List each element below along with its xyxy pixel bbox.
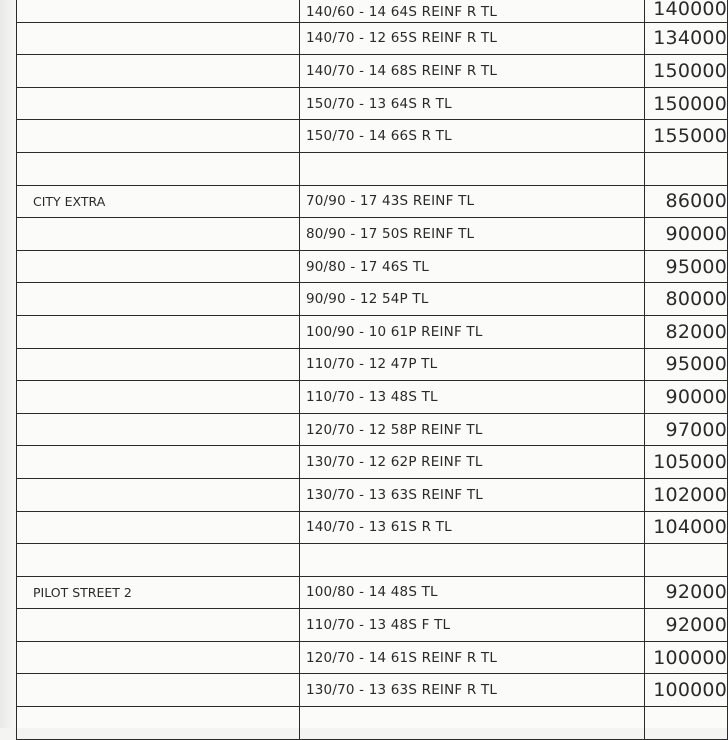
- tire-size-cell: 100/80 - 14 48S TL: [299, 576, 644, 609]
- tire-size-cell: 70/90 - 17 43S REINF TL: [299, 185, 644, 218]
- price-cell: [645, 152, 728, 185]
- table-row: [17, 446, 728, 479]
- tire-size-cell: 100/90 - 10 61P REINF TL: [299, 315, 644, 348]
- tire-size-cell: 90/90 - 12 54P TL: [299, 283, 644, 316]
- model-name-cell: [17, 641, 300, 674]
- price-cell: 104000: [645, 511, 728, 544]
- table-row: [17, 250, 728, 283]
- tire-size-cell: 130/70 - 13 63S REINF R TL: [299, 674, 644, 707]
- price-cell: 90000: [645, 381, 728, 414]
- table-row: [17, 478, 728, 511]
- model-name-cell: [17, 218, 300, 251]
- price-cell: 140000: [645, 0, 728, 22]
- price-cell: 86000: [645, 185, 728, 218]
- tire-size-cell: 110/70 - 13 48S F TL: [299, 609, 644, 642]
- model-name-cell: [17, 0, 300, 22]
- price-cell: 102000: [645, 478, 728, 511]
- price-cell: [645, 707, 728, 740]
- model-name-cell: [17, 250, 300, 283]
- model-name-cell: [17, 348, 300, 381]
- table-row: [17, 0, 728, 22]
- tire-size-cell: 140/70 - 12 65S REINF R TL: [299, 22, 644, 55]
- table-row: [17, 152, 728, 185]
- price-cell: 100000: [645, 674, 728, 707]
- price-cell: 90000: [645, 218, 728, 251]
- tire-size-cell: [299, 152, 644, 185]
- table-row: [17, 674, 728, 707]
- tire-size-cell: 140/60 - 14 64S REINF R TL: [299, 0, 644, 22]
- table-row: [17, 609, 728, 642]
- table-row: [17, 544, 728, 577]
- price-cell: 80000: [645, 283, 728, 316]
- model-name-cell: [17, 478, 300, 511]
- price-cell: 150000: [645, 55, 728, 88]
- model-name-cell: [17, 413, 300, 446]
- price-cell: 134000: [645, 22, 728, 55]
- model-name-cell: [17, 511, 300, 544]
- tire-size-cell: 130/70 - 12 62P REINF TL: [299, 446, 644, 479]
- tire-size-cell: 80/90 - 17 50S REINF TL: [299, 218, 644, 251]
- tire-size-cell: [299, 707, 644, 740]
- price-cell: 82000: [645, 315, 728, 348]
- page-edge: [0, 0, 17, 728]
- tire-price-table: [16, 0, 728, 740]
- tire-size-cell: 150/70 - 14 66S R TL: [299, 120, 644, 153]
- tire-size-cell: 120/70 - 12 58P REINF TL: [299, 413, 644, 446]
- model-name-cell: [17, 283, 300, 316]
- table-row: [17, 707, 728, 740]
- table-row: [17, 22, 728, 55]
- price-cell: 97000: [645, 413, 728, 446]
- model-name-cell: [17, 674, 300, 707]
- price-cell: [645, 544, 728, 577]
- tire-size-cell: 120/70 - 14 61S REINF R TL: [299, 641, 644, 674]
- table-row: [17, 348, 728, 381]
- price-cell: 95000: [645, 250, 728, 283]
- table-row: [17, 120, 728, 153]
- table-row: [17, 576, 728, 609]
- table-row: [17, 381, 728, 414]
- table-row: [17, 413, 728, 446]
- table-row: [17, 87, 728, 120]
- model-name-cell: [17, 609, 300, 642]
- model-name-cell: [17, 55, 300, 88]
- model-name-cell: [17, 544, 300, 577]
- tire-size-cell: 90/80 - 17 46S TL: [299, 250, 644, 283]
- model-name-cell: [17, 87, 300, 120]
- price-cell: 155000: [645, 120, 728, 153]
- table-row: [17, 55, 728, 88]
- model-name-cell: PILOT STREET 2: [17, 576, 300, 609]
- model-name-cell: [17, 152, 300, 185]
- tire-size-cell: 110/70 - 13 48S TL: [299, 381, 644, 414]
- table-row: [17, 218, 728, 251]
- model-name-cell: [17, 707, 300, 740]
- table-row: [17, 641, 728, 674]
- table-row: [17, 315, 728, 348]
- model-name-cell: [17, 120, 300, 153]
- tire-size-cell: [299, 544, 644, 577]
- table-row: [17, 511, 728, 544]
- model-name-cell: [17, 22, 300, 55]
- price-cell: 95000: [645, 348, 728, 381]
- tire-size-cell: 110/70 - 12 47P TL: [299, 348, 644, 381]
- price-cell: 92000: [645, 576, 728, 609]
- model-name-cell: [17, 446, 300, 479]
- price-cell: 92000: [645, 609, 728, 642]
- model-name-cell: [17, 381, 300, 414]
- tire-size-cell: 140/70 - 13 61S R TL: [299, 511, 644, 544]
- tire-size-cell: 150/70 - 13 64S R TL: [299, 87, 644, 120]
- price-cell: 105000: [645, 446, 728, 479]
- model-name-cell: CITY EXTRA: [17, 185, 300, 218]
- table-row: [17, 283, 728, 316]
- price-cell: 100000: [645, 641, 728, 674]
- table-row: [17, 185, 728, 218]
- tire-size-cell: 140/70 - 14 68S REINF R TL: [299, 55, 644, 88]
- model-name-cell: [17, 315, 300, 348]
- price-cell: 150000: [645, 87, 728, 120]
- tire-size-cell: 130/70 - 13 63S REINF TL: [299, 478, 644, 511]
